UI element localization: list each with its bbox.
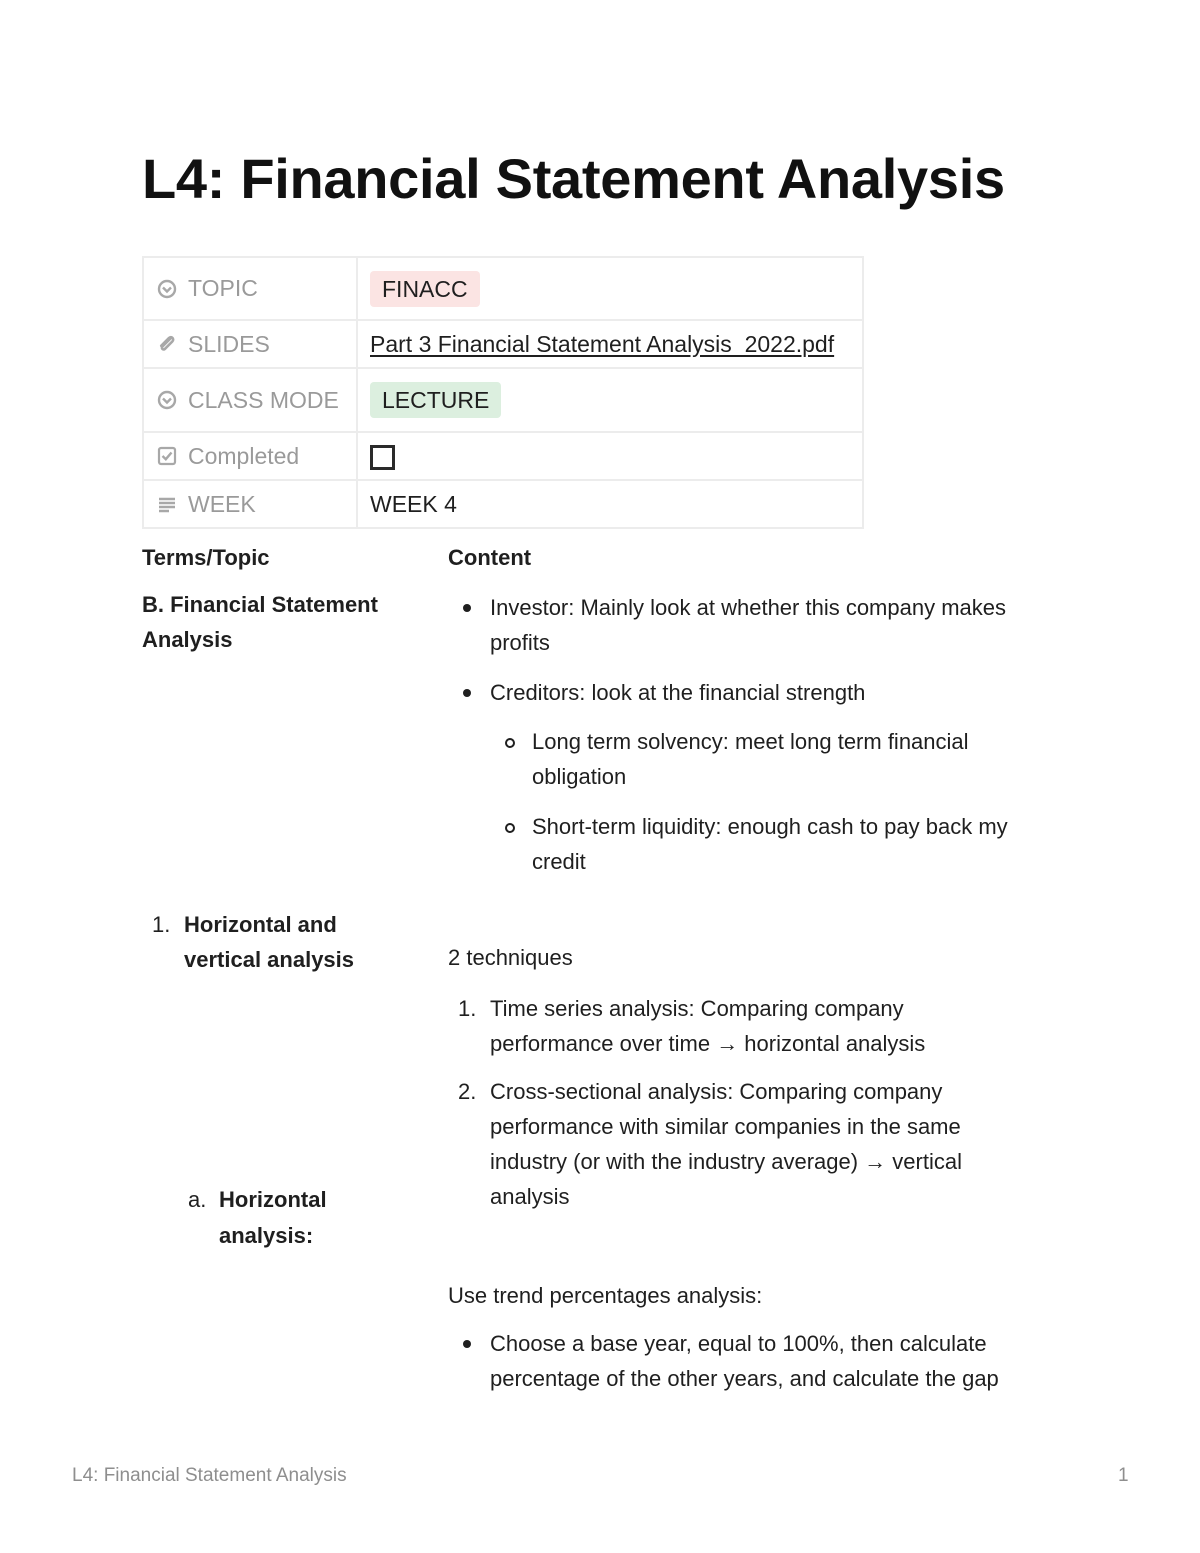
section-a-title-line2: analysis: [219,1223,314,1248]
technique-2-line1: Cross-sectional analysis: Comparing company [490,1079,943,1104]
bullet-dot-icon [463,1340,471,1348]
property-key-topic [143,257,357,320]
technique-2-line3: industry (or with the industry average) → vertical [490,1149,962,1174]
bullet-investor-line1: Investor: Mainly look at whether this company makes [490,595,1007,620]
slides-file-link[interactable]: Part 3 Financial Statement Analysis_2022.pdf [370,330,835,357]
property-row-completed [143,432,863,480]
property-value-slides [357,320,863,368]
trend-bullet-line2: percentage of the other years, and calculate the gap [490,1366,999,1391]
section-1-number: 1. [152,912,171,937]
technique-1-number: 1. [458,996,477,1021]
column-header-content: Content [448,545,532,570]
property-row-topic [143,257,863,320]
bullet-dot-icon [463,604,471,612]
section-1-title-line2: vertical analysis [184,947,355,972]
section-b-title-line1: B. Financial Statement [142,592,378,617]
bullet-circle-icon [505,738,515,748]
property-label-completed: Completed [188,442,300,469]
sub-bullet-liquidity-line1: Short-term liquidity: enough cash to pay back my [532,814,1008,839]
property-label-topic: TOPIC [188,275,258,301]
bullet-circle-icon [505,823,515,833]
bullet-creditors: Creditors: look at the financial strength [490,680,866,705]
properties-table [142,256,864,529]
section-a-title-line1: Horizontal [219,1187,327,1212]
property-value-week[interactable]: WEEK 4 [357,480,863,528]
property-key-class-mode [143,368,357,432]
technique-2-number: 2. [458,1079,477,1104]
property-value-class-mode[interactable] [357,368,863,432]
property-row-class-mode [143,368,863,432]
column-header-terms: Terms/Topic [142,545,270,570]
select-icon [156,278,178,300]
completed-checkbox[interactable] [370,445,395,470]
footer-title: L4: Financial Statement Analysis [72,1465,347,1486]
technique-1-line1: Time series analysis: Comparing company [490,996,904,1021]
technique-1-line2: performance over time → horizontal analysis [490,1031,926,1056]
page-number: 1 [1118,1465,1129,1486]
trend-bullet-line1: Choose a base year, equal to 100%, then calculate [490,1331,987,1356]
page-title: L4: Financial Statement Analysis [142,147,1005,210]
technique-2-line4: analysis [490,1184,570,1209]
sub-bullet-solvency-line1: Long term solvency: meet long term financial [532,729,969,754]
property-key-week [143,480,357,528]
technique-2-line2: performance with similar companies in the same [490,1114,961,1139]
bullet-investor-line2: profits [490,630,550,655]
property-value-completed [357,432,863,480]
property-value-topic[interactable] [357,257,863,320]
bullet-dot-icon [463,689,471,697]
paperclip-icon [156,333,178,355]
property-key-slides [143,320,357,368]
techniques-intro: 2 techniques [448,945,573,970]
sub-bullet-liquidity-line2: credit [532,849,586,874]
class-mode-tag[interactable]: LECTURE [370,382,501,418]
checkbox-icon [156,445,178,467]
section-b-title-line2: Analysis [142,627,233,652]
sub-bullet-solvency-line2: obligation [532,764,627,789]
property-key-completed [143,432,357,480]
section-1-title-line1: Horizontal and [184,912,337,937]
property-row-week [143,480,863,528]
topic-tag[interactable]: FINACC [370,271,480,307]
select-icon [156,389,178,411]
property-label-slides: SLIDES [188,330,270,357]
property-label-week: WEEK [188,490,256,517]
trend-intro: Use trend percentages analysis: [448,1283,763,1308]
property-row-slides [143,320,863,368]
text-lines-icon [156,493,178,515]
section-a-letter: a. [188,1187,207,1212]
property-label-class-mode: CLASS MODE [188,386,339,413]
